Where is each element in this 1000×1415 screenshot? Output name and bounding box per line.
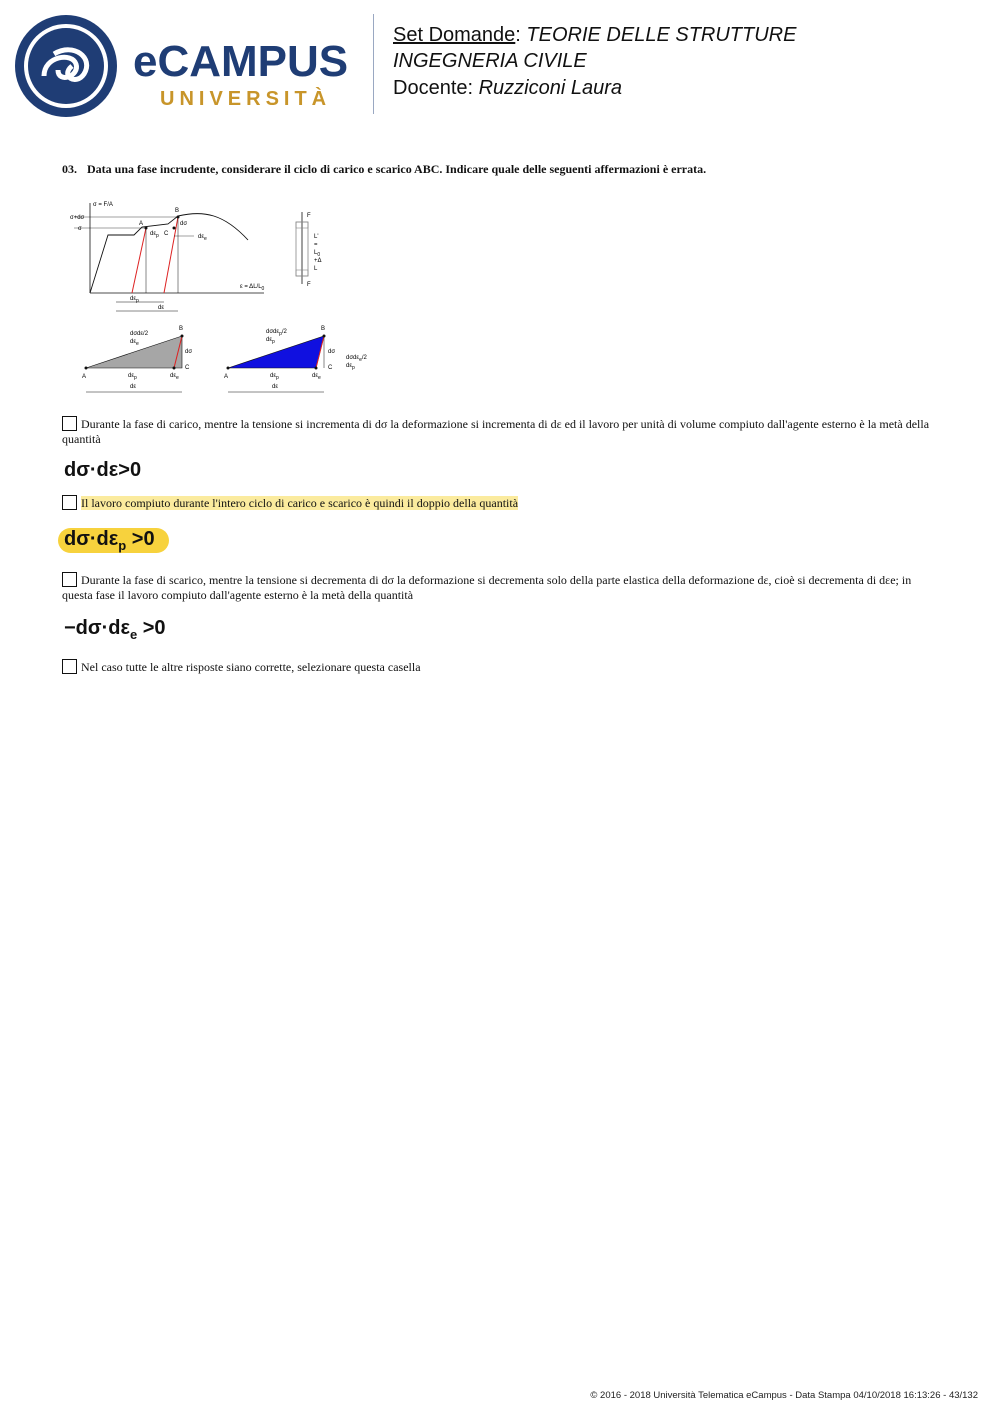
ecampus-logo-icon	[14, 14, 118, 118]
sigma-plus-label: σ+dσ	[70, 215, 85, 221]
bar-force-bottom: F	[307, 282, 311, 288]
right-dsigma: dσ	[328, 349, 336, 355]
left-area-label: dσdε/2	[130, 331, 149, 337]
question-heading	[62, 162, 706, 177]
bar-l0: $L_0$	[314, 250, 321, 258]
docente-name: Ruzziconi Laura	[478, 77, 623, 99]
left-point-a: A	[82, 374, 87, 380]
right-area-label: dσdε$_p$/2	[266, 329, 287, 337]
right-bot-dee: $d\varepsilon_e$	[312, 373, 321, 381]
right-area2-label: dσdε$_e$/2	[346, 355, 367, 363]
bar-delta: +Δ	[314, 258, 322, 264]
option-1-checkbox[interactable]	[62, 416, 77, 431]
set-label: Set Domande	[393, 24, 516, 46]
option-1-formula: dσ·dε>0	[64, 459, 142, 481]
question-text: Data una fase incrudente, considerare il ciclo di carico e scarico ABC. Indicare quale delle seguenti affermazioni è errata.	[87, 162, 707, 176]
left-point-b: B	[179, 326, 184, 332]
right-dep2: $d\varepsilon_p$	[346, 363, 355, 371]
question-number: 03.	[62, 162, 77, 176]
option-4-text: Nel caso tutte le altre risposte siano corrette, selezionare questa casella	[81, 660, 421, 674]
bar-eq: =	[314, 242, 318, 248]
top-plot	[70, 202, 265, 311]
right-dep: $d\varepsilon_p$	[266, 337, 275, 345]
right-point-b: B	[321, 326, 326, 332]
left-dep: $d\varepsilon_p$	[128, 373, 137, 381]
course-name: INGEGNERIA CIVILE	[393, 50, 587, 72]
option-3-text: Durante la fase di scarico, mentre la tensione si decrementa di dσ la deformazione si decrementa solo della parte elastica della deformazione dε, cioè si decrementa di dεe; in questa fase il lavoro compiuto dall'agente esterno è la metà della quantità	[62, 573, 912, 602]
dep-dim: $d\varepsilon_p$	[130, 296, 139, 304]
option-2	[62, 495, 942, 511]
option-4-checkbox[interactable]	[62, 659, 77, 674]
right-triangle	[224, 326, 368, 392]
point-a-top: A	[139, 221, 144, 227]
option-3	[62, 572, 942, 603]
option-3-formula: $-d\sigma\cdot d\varepsilon_e >0$	[64, 617, 166, 642]
de-dim: dε	[158, 305, 165, 311]
header-set-line	[393, 22, 796, 48]
bar-l: L	[314, 266, 318, 272]
left-dsigma: dσ	[185, 349, 193, 355]
point-c-top: C	[164, 231, 169, 237]
logo-subtitle: UNIVERSITÀ	[160, 88, 332, 110]
docente-label: Docente:	[393, 77, 479, 99]
right-bot-de: dε	[272, 384, 279, 390]
axis-x-label: $\varepsilon = \Delta L/L_0$	[240, 284, 265, 292]
right-bot-dep: $d\varepsilon_p$	[270, 373, 279, 381]
bar-l1: L'	[314, 234, 319, 240]
option-2-text: Il lavoro compiuto durante l'intero ciclo di carico e scarico è quindi il doppio della quantità	[81, 496, 519, 510]
point-b-top: B	[175, 208, 180, 214]
left-de-bottom: dε	[130, 384, 137, 390]
bar-force-top: F	[307, 213, 311, 219]
set-title: TEORIE DELLE STRUTTURE	[526, 24, 797, 46]
stress-strain-figure	[64, 198, 384, 398]
dsigma-top: dσ	[180, 221, 188, 227]
axis-y-label: σ = F/A	[93, 202, 113, 208]
tensile-bar	[296, 212, 322, 288]
option-1-text: Durante la fase di carico, mentre la tensione si incrementa di dσ la deformazione si incrementa di dε ed il lavoro per unità di volume compiuto dall'agente esterno è la metà della quantità	[62, 417, 930, 446]
dee-top: $d\varepsilon_e$	[198, 234, 207, 242]
set-separator: :	[515, 24, 527, 46]
right-point-c: C	[328, 365, 333, 371]
left-triangle	[82, 326, 192, 392]
sigma-label: σ	[78, 226, 82, 232]
left-dee: $d\varepsilon_e$	[170, 373, 179, 381]
left-point-c: C	[185, 365, 190, 371]
option-4	[62, 659, 942, 675]
right-point-a: A	[224, 374, 229, 380]
logo-wordmark: eCAMPUS	[133, 37, 349, 86]
header-docente-line	[393, 75, 622, 101]
header-divider	[373, 14, 374, 114]
option-1	[62, 416, 942, 447]
option-2-formula: $d\sigma\cdot d\varepsilon_p >0$	[58, 528, 169, 553]
page-footer: © 2016 - 2018 Università Telematica eCampus - Data Stampa 04/10/2018 16:13:26 - 43/132	[590, 1390, 978, 1401]
dep-top: $d\varepsilon_p$	[150, 231, 159, 239]
left-de: $d\varepsilon_e$	[130, 339, 139, 347]
option-3-checkbox[interactable]	[62, 572, 77, 587]
page-header	[0, 0, 1000, 130]
option-2-checkbox[interactable]	[62, 495, 77, 510]
